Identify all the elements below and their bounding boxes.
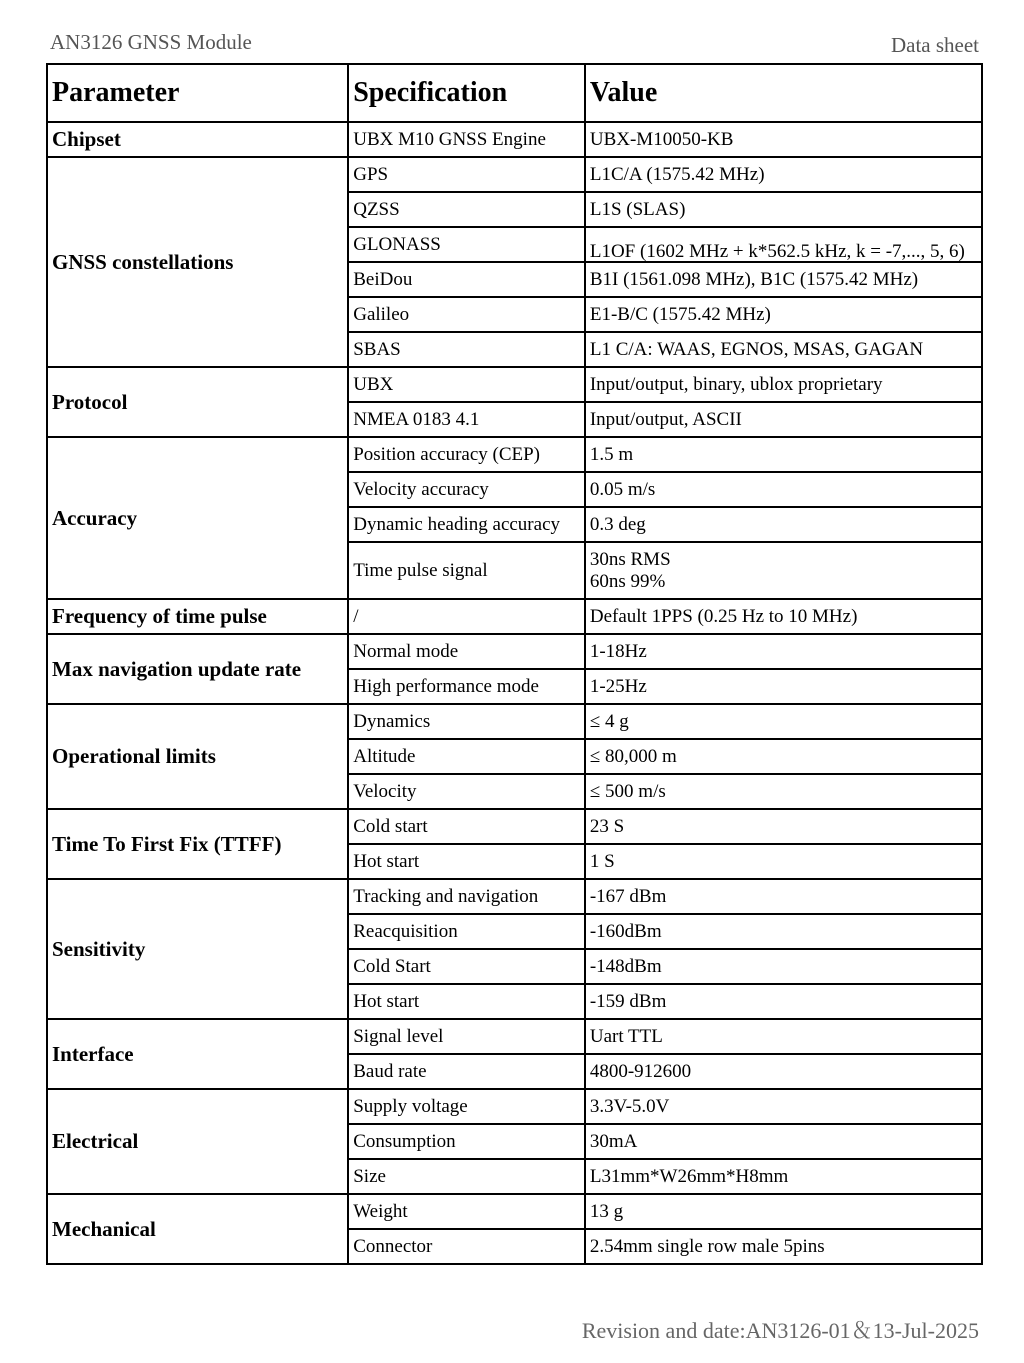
document-type: Data sheet <box>890 33 979 57</box>
table-row <box>47 367 982 402</box>
parameter-cell: Time To First Fix (TTFF) <box>47 809 348 879</box>
spec-cell: SBAS <box>348 332 585 367</box>
parameter-cell: Protocol <box>47 367 348 437</box>
column-header-specification: Specification <box>348 64 585 122</box>
spec-cell: Dynamics <box>348 704 585 739</box>
value-cell: 1.5 m <box>585 437 982 472</box>
value-line: 60ns 99% <box>589 570 666 592</box>
value-cell: -148dBm <box>585 949 982 984</box>
spec-cell: Cold start <box>348 809 585 844</box>
value-cell: 1-25Hz <box>585 669 982 704</box>
spec-cell: GPS <box>348 157 585 192</box>
spec-cell: Cold Start <box>348 949 585 984</box>
parameter-cell: Operational limits <box>47 704 348 809</box>
spec-cell: Altitude <box>348 739 585 774</box>
spec-cell: Connector <box>348 1229 585 1264</box>
parameter-cell: Chipset <box>47 122 348 157</box>
value-cell: UBX-M10050-KB <box>585 122 982 157</box>
spec-cell: Baud rate <box>348 1054 585 1089</box>
table-row <box>47 437 982 472</box>
value-cell: L31mm*W26mm*H8mm <box>585 1159 982 1194</box>
spec-cell: / <box>348 599 585 634</box>
value-cell: 3.3V-5.0V <box>585 1089 982 1124</box>
value-cell: 2.54mm single row male 5pins <box>585 1229 982 1264</box>
spec-cell: Size <box>348 1159 585 1194</box>
value-cell: 30mA <box>585 1124 982 1159</box>
spec-cell: Velocity <box>348 774 585 809</box>
spec-cell: High performance mode <box>348 669 585 704</box>
spec-cell: Consumption <box>348 1124 585 1159</box>
spec-cell: Dynamic heading accuracy <box>348 507 585 542</box>
value-cell: L1C/A (1575.42 MHz) <box>585 157 982 192</box>
parameter-cell: GNSS constellations <box>47 157 348 367</box>
spec-cell: Weight <box>348 1194 585 1229</box>
table-row <box>47 599 982 634</box>
table-header-row <box>47 64 982 122</box>
value-cell: 13 g <box>585 1194 982 1229</box>
spec-cell: Signal level <box>348 1019 585 1054</box>
value-cell: 0.05 m/s <box>585 472 982 507</box>
value-cell <box>585 227 982 262</box>
value-cell: 0.3 deg <box>585 507 982 542</box>
spec-table <box>46 63 983 1265</box>
value-cell: -160dBm <box>585 914 982 949</box>
parameter-cell: Mechanical <box>47 1194 348 1264</box>
table-row <box>47 634 982 669</box>
value-cell: 4800-912600 <box>585 1054 982 1089</box>
value-line: 30ns RMS <box>589 548 671 570</box>
parameter-cell: Frequency of time pulse <box>47 599 348 634</box>
column-header-parameter: Parameter <box>47 64 348 122</box>
table-row <box>47 809 982 844</box>
value-cell: Input/output, ASCII <box>585 402 982 437</box>
value-cell <box>585 542 982 599</box>
parameter-cell: Accuracy <box>47 437 348 599</box>
parameter-cell: Max navigation update rate <box>47 634 348 704</box>
value-cell: Default 1PPS (0.25 Hz to 10 MHz) <box>585 599 982 634</box>
table-row <box>47 704 982 739</box>
spec-cell: Normal mode <box>348 634 585 669</box>
column-header-value: Value <box>585 64 982 122</box>
spec-cell: Supply voltage <box>348 1089 585 1124</box>
spec-cell: BeiDou <box>348 262 585 297</box>
spec-cell: Time pulse signal <box>348 542 585 599</box>
spec-cell: Position accuracy (CEP) <box>348 437 585 472</box>
parameter-cell: Interface <box>47 1019 348 1089</box>
parameter-cell: Sensitivity <box>47 879 348 1019</box>
parameter-cell: Electrical <box>47 1089 348 1194</box>
value-cell: L1S (SLAS) <box>585 192 982 227</box>
table-row <box>47 879 982 914</box>
revision-footer: Revision and date:AN3126-01＆13-Jul-2025 <box>581 1318 979 1343</box>
value-cell: 1 S <box>585 844 982 879</box>
value-cell: -159 dBm <box>585 984 982 1019</box>
spec-cell: QZSS <box>348 192 585 227</box>
spec-cell: Hot start <box>348 984 585 1019</box>
value-cell: ≤ 500 m/s <box>585 774 982 809</box>
value-cell: 1-18Hz <box>585 634 982 669</box>
spec-cell: Tracking and navigation <box>348 879 585 914</box>
spec-cell: Velocity accuracy <box>348 472 585 507</box>
spec-cell: Hot start <box>348 844 585 879</box>
value-cell: -167 dBm <box>585 879 982 914</box>
value-cell: Input/output, binary, ublox proprietary <box>585 367 982 402</box>
spec-cell: Reacquisition <box>348 914 585 949</box>
value-cell: E1-B/C (1575.42 MHz) <box>585 297 982 332</box>
value-cell: B1I (1561.098 MHz), B1C (1575.42 MHz) <box>585 262 982 297</box>
table-row <box>47 1089 982 1124</box>
table-row <box>47 122 982 157</box>
spec-cell: NMEA 0183 4.1 <box>348 402 585 437</box>
spec-cell: UBX <box>348 367 585 402</box>
spec-cell: GLONASS <box>348 227 585 262</box>
table-row <box>47 1019 982 1054</box>
table-row <box>47 1194 982 1229</box>
value-cell: 23 S <box>585 809 982 844</box>
value-text-clipped: L1OF (1602 MHz + k*562.5 kHz, k = -7,..., 5, 6) <box>589 240 965 261</box>
value-cell: ≤ 4 g <box>585 704 982 739</box>
value-cell: ≤ 80,000 m <box>585 739 982 774</box>
spec-cell: UBX M10 GNSS Engine <box>348 122 585 157</box>
spec-cell: Galileo <box>348 297 585 332</box>
table-row <box>47 157 982 192</box>
value-cell: Uart TTL <box>585 1019 982 1054</box>
document-title: AN3126 GNSS Module <box>50 30 252 54</box>
value-cell: L1 C/A: WAAS, EGNOS, MSAS, GAGAN <box>585 332 982 367</box>
